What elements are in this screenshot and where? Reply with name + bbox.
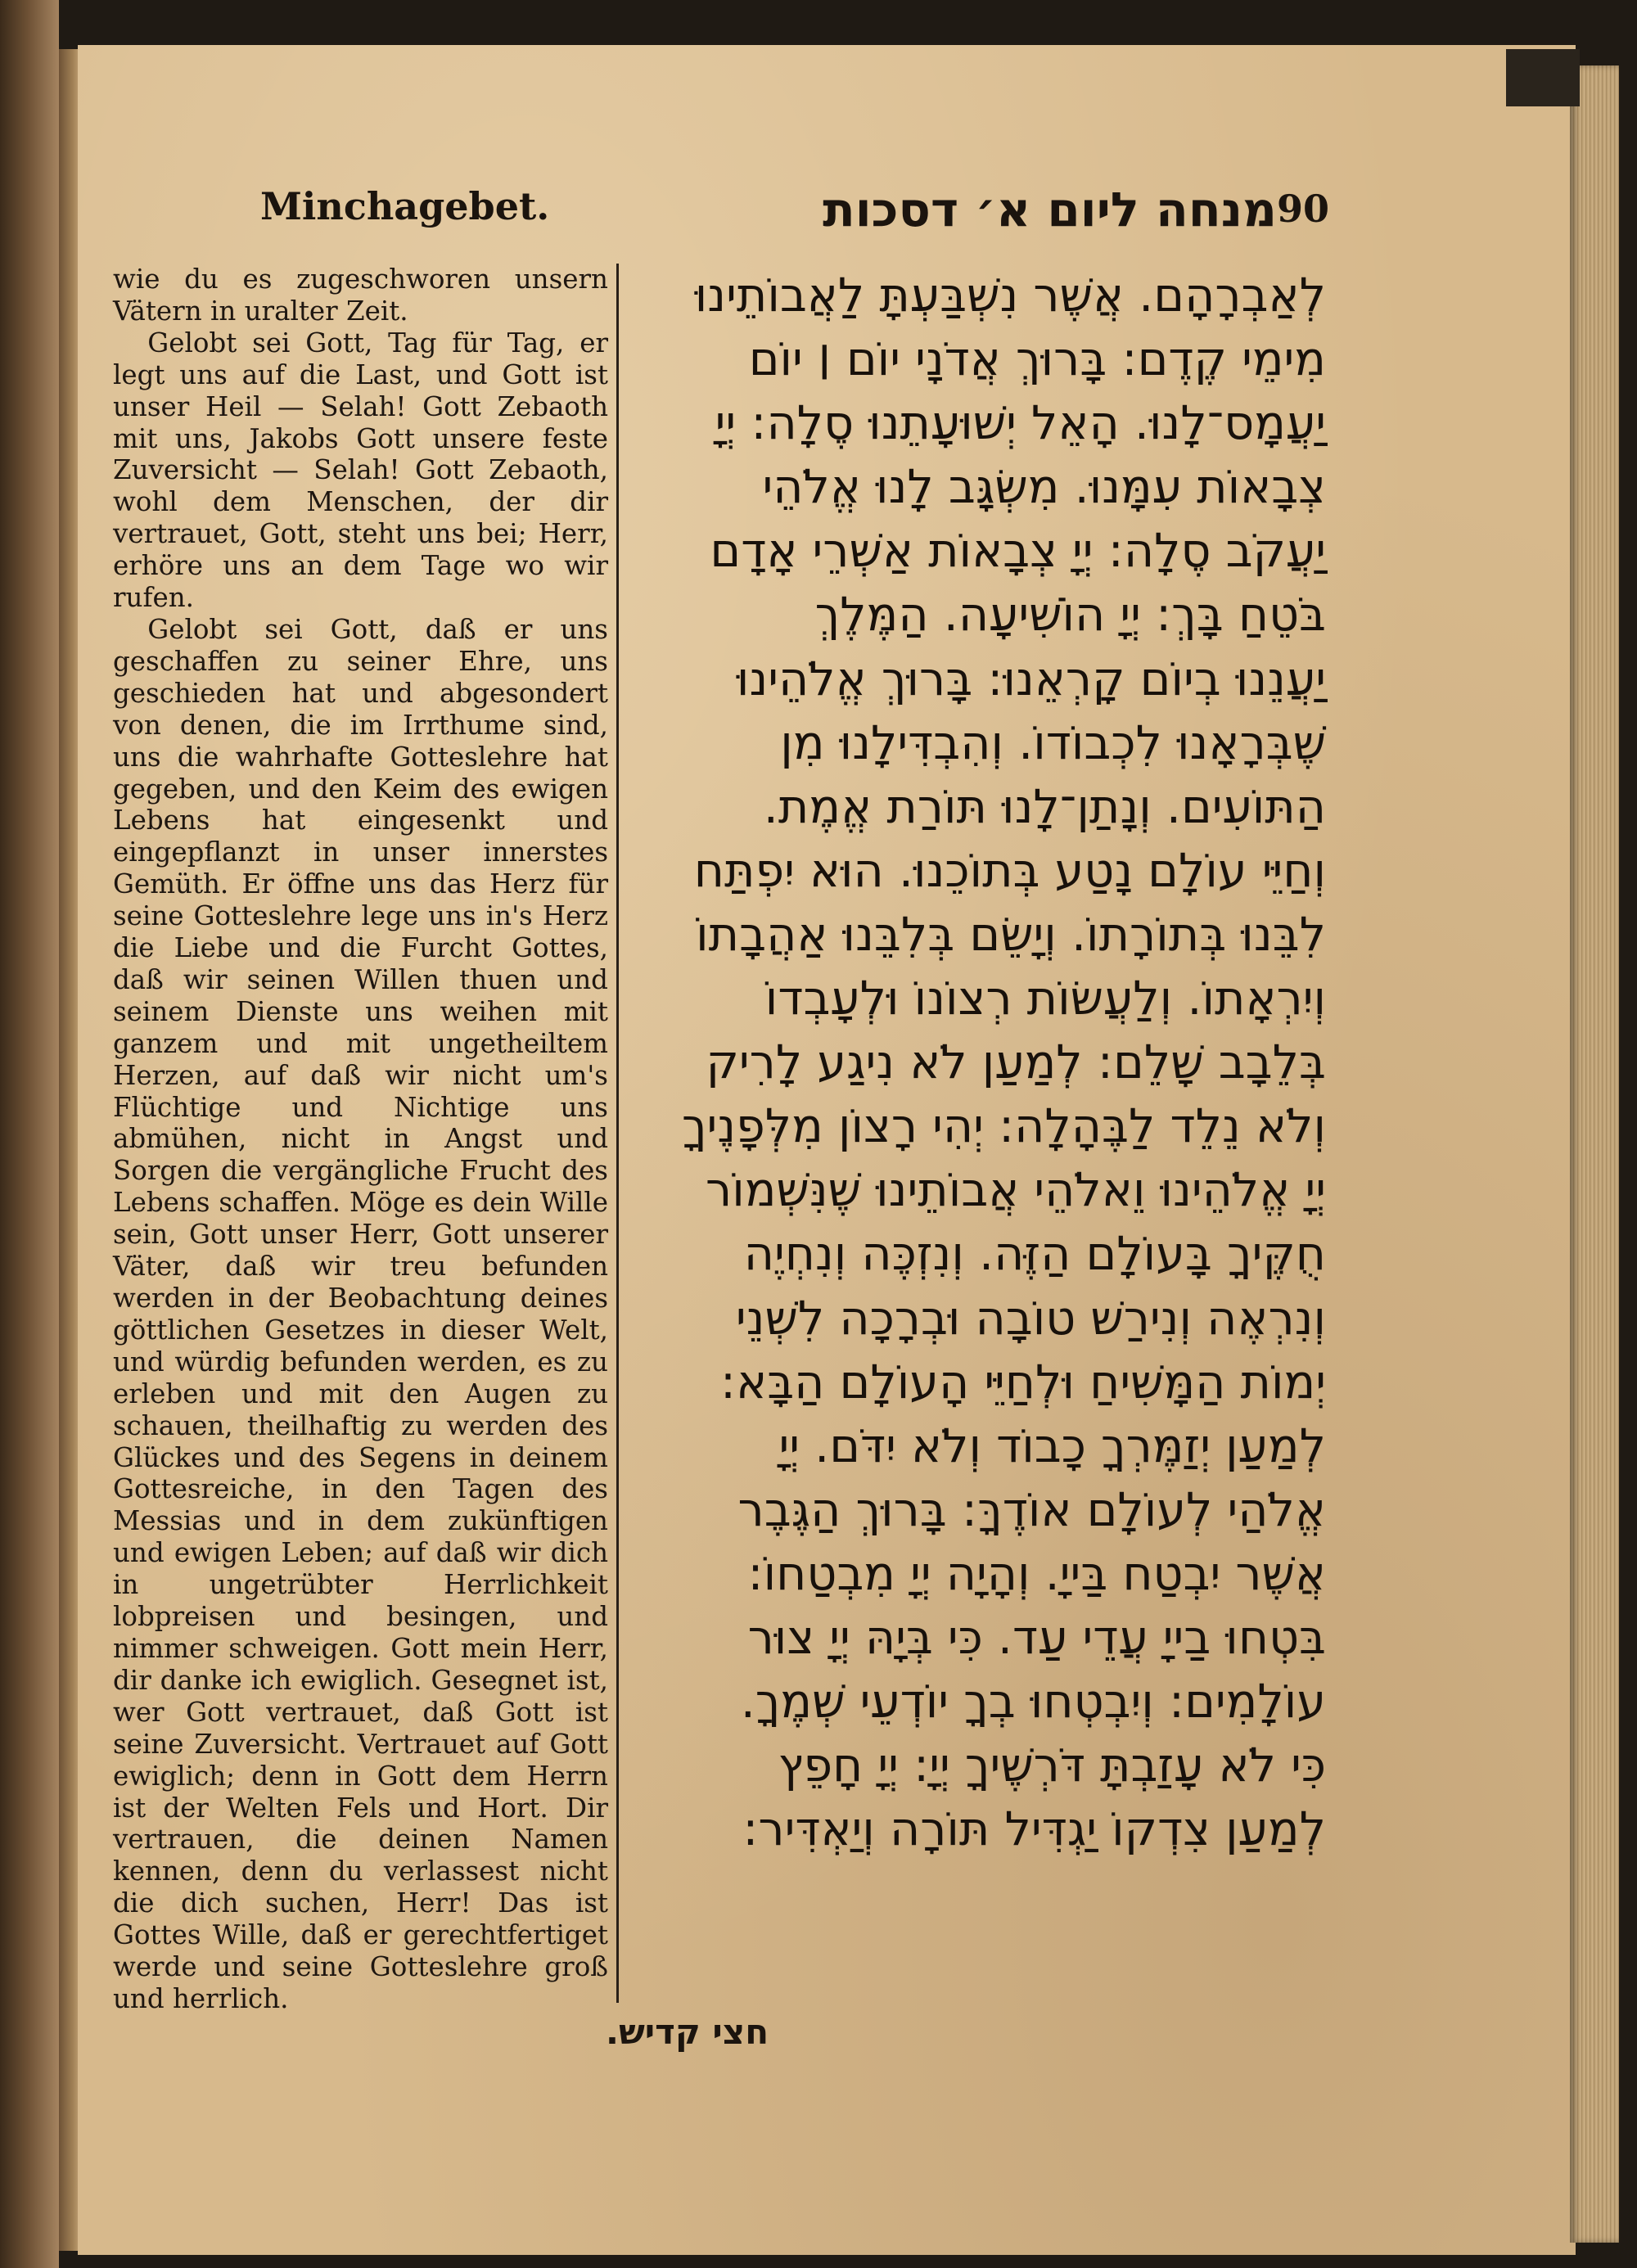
hebrew-line: מִימֵי קֶדֶם: בָּרוּךְ אֲדֹנָי יוֹם ׀ יוֹם: [748, 332, 1326, 387]
hebrew-line: בֹּטֵחַ בָּךְ: יְיָ הוֹשִׁיעָה. הַמֶּלֶךְ: [814, 588, 1326, 643]
hebrew-line: הַתּוֹעִים. וְנָתַן־לָנוּ תּוֹרַת אֱמֶת.: [763, 779, 1326, 834]
hebrew-line: כִּי לֹא עָזַבְתָּ דֹּרְשֶׁיךָ יְיָ: יְיָ חָפֵץ: [778, 1738, 1326, 1793]
hebrew-line: יְמוֹת הַמָּשִׁיחַ וּלְחַיֵּי הָעוֹלָם הַבָּא:: [719, 1355, 1326, 1409]
hebrew-line: בִּטְחוּ בַייָ עֲדֵי עַד. כִּי בְּיָהּ יְיָ צוּר: [747, 1610, 1326, 1665]
hebrew-line: וְחַיֵּי עוֹלָם נָטַע בְּתוֹכֵנוּ. הוּא יִפְתַּח: [693, 843, 1326, 898]
hebrew-running-head: מנחה ליום א׳ דסכות: [823, 182, 1277, 237]
hebrew-line: לְאַבְרָהָם. אֲשֶׁר נִשְׁבַּעְתָּ לַאֲבוֹתֵינוּ: [694, 268, 1326, 322]
german-paragraph: Gelobt sei Gott, daß er uns geschaffen zu seiner Ehre, uns geschieden hat und abgesondert von denen, die im Irrthume sind, uns die wahrhafte Gotteslehre hat gegeben, und den Keim des ewigen Lebens hat eingesenkt und eingepflanzt in unser innerstes Gemüth. Er öffne uns das Herz für seine Gotteslehre lege uns in's Herz die Liebe und die Furcht Gottes, daß wir seinen Willen thuen und seinem Dienste uns weihen mit ganzem und mit ungetheiltem Herzen, auf daß wir nicht um's Flüchtige und Nichtige uns abmühen, nicht in Angst und Sorgen die vergängliche Frucht des Lebens schaffen. Möge es dein Wille sein, Gott unser Herr, Gott unserer Väter, daß wir treu befunden werden in der Beobachtung deines göttlichen Gesetzes in dieser Welt, und würdig befunden werden, es zu erleben und mit den Augen zu schauen, theilhaftig zu werden des Glückes und des Segens in deinem Gottesreiche, in den Tagen des Messias und in dem zukünftigen und ewigen Leben; auf daß wir dich in ungetrübter Herrlichkeit lobpreisen und besingen, und nimmer schweigen. Gott mein Herr, dir danke ich ewiglich. Gesegnet ist, wer Gott vertrauet, daß Gott ist seine Zuversicht. Vertrauet auf Gott ewiglich; denn in Gott dem Herrn ist der Welten Fels und Hort. Dir vertrauen, die deinen Namen kennen, denn du verlassest nicht die dich suchen, Herr! Das ist Gottes Wille, daß er gerechtfertiget werde und seine Gotteslehre groß und herrlich.: [113, 613, 608, 2014]
hebrew-line: וְיִרְאָתוֹ. וְלַעֲשׂוֹת רְצוֹנוֹ וּלְעָבְדוֹ: [764, 972, 1326, 1026]
hebrew-line: אֲשֶׁר יִבְטַח בַּייָ. וְהָיָה יְיָ מִבְטַחוֹ:: [747, 1546, 1326, 1601]
column-divider: [616, 264, 619, 2003]
hebrew-line: וְנִרְאֶה וְנִירַשׁ טוֹבָה וּבְרָכָה לִשְׁנֵי: [735, 1291, 1326, 1346]
hebrew-line: שֶׁבְּרָאָנוּ לִכְבוֹדוֹ. וְהִבְדִּילָנוּ מִן: [780, 715, 1326, 770]
hebrew-line: עוֹלָמִים: וְיִבְטְחוּ בְךָ יוֹדְעֵי שְׁמֶךָ.: [740, 1675, 1326, 1729]
left-page-edge: [0, 0, 59, 2268]
hebrew-line: לְמַעַן צִדְקוֹ יַגְדִּיל תּוֹרָה וְיַאְדִּיר:: [742, 1802, 1326, 1857]
hebrew-column: [647, 264, 1326, 1861]
page-corner: [1506, 49, 1580, 106]
hebrew-line: בְּלֵבָב שָׁלֵם: לְמַעַן לֹא נִיגַע לָרִיק: [706, 1035, 1326, 1090]
page-number: 90: [1277, 187, 1330, 231]
hebrew-line: יְיָ אֱלֹהֵינוּ וֵאלֹהֵי אֲבוֹתֵינוּ שֶׁנִּשְׁמוֹר: [706, 1163, 1326, 1218]
hebrew-line: לְמַעַן יְזַמֶּרְךָ כָבוֹד וְלֹא יִדֹּם. יְיָ: [778, 1418, 1326, 1473]
hebrew-line: יַעֲנֵנוּ בְיוֹם קָרְאֵנוּ: בָּרוּךְ אֱלֹהֵינוּ: [736, 652, 1326, 706]
hebrew-line: וְלֹא נֵלֵד לַבֶּהָלָה: יְהִי רָצוֹן מִלְּפָנֶיךָ: [681, 1099, 1326, 1154]
hebrew-line: אֱלֹהַי לְעוֹלָם אוֹדֶךָּ: בָּרוּךְ הַגֶּבֶר: [737, 1482, 1326, 1537]
hebrew-footer-note: חצי קדיש.: [606, 2012, 769, 2052]
hebrew-line: יַעֲמָס־לָנוּ. הָאֵל יְשׁוּעָתֵנוּ סֶלָה: יְיָ: [715, 396, 1326, 451]
page-stack-edge: [1570, 65, 1619, 2243]
hebrew-line: לִבֵּנוּ בְּתוֹרָתוֹ. וְיָשֵׂם בְּלִבֵּנוּ אַהֲבָתוֹ: [696, 907, 1326, 962]
hebrew-line: יַעֲקֹב סֶלָה: יְיָ צְבָאוֹת אַשְׁרֵי אָדָם: [710, 524, 1326, 579]
hebrew-line: צְבָאוֹת עִמָּנוּ. מִשְׂגָּב לָנוּ אֱלֹהֵי: [762, 460, 1326, 515]
german-paragraph: wie du es zugeschworen unsern Vätern in uralter Zeit.: [113, 264, 608, 327]
german-paragraph: Gelobt sei Gott, Tag für Tag, er legt uns auf die Last, und Gott ist unser Heil — Selah! Gott Zebaoth mit uns, Jakobs Gott unsere feste Zuversicht — Selah! Gott Zebaoth, wohl dem Menschen, der dir vertrauet, Gott, steht uns bei; Herr, erhöre uns an dem Tage wo wir rufen.: [113, 327, 608, 614]
german-column: [113, 264, 608, 2015]
hebrew-line: חֻקֶּיךָ בָּעוֹלָם הַזֶּה. וְנִזְכֶּה וְנִחְיֶה: [743, 1227, 1326, 1282]
german-running-head: Minchagebet.: [260, 184, 550, 228]
